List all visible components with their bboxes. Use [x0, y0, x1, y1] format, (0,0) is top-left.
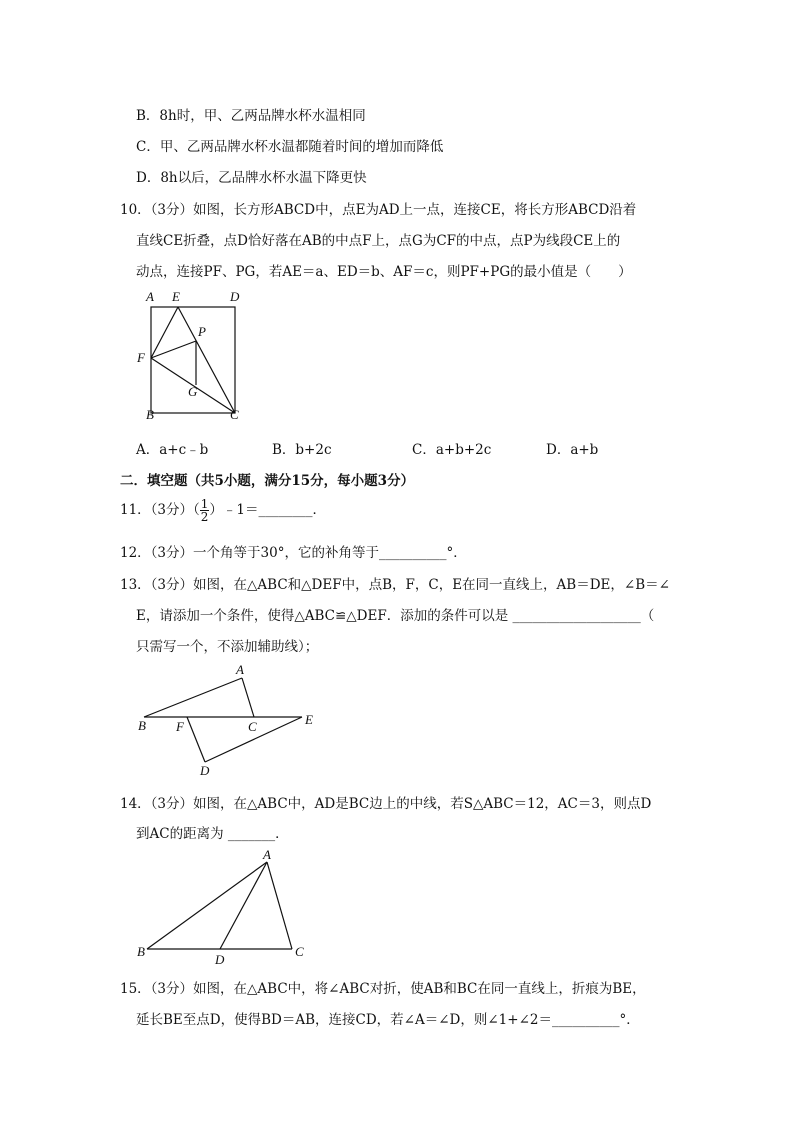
q13-line-3: 只需写一个，不添加辅助线）；	[136, 639, 319, 655]
label-b: B	[138, 718, 146, 733]
label-d: D	[230, 289, 240, 304]
q10-option-d: D．a+b	[546, 442, 599, 458]
segment-ac	[267, 862, 292, 949]
label-f: F	[137, 350, 145, 365]
q15-line-2: 延长BE至点D，使得BD＝AB，连接CD，若∠A＝∠D，则∠1+∠2＝__________°．	[136, 1012, 640, 1028]
label-c: C	[230, 407, 239, 422]
q10-option-a: A．a+c﹣b	[136, 442, 209, 458]
q11-prefix: 11．（3分）（	[120, 502, 200, 518]
label-c: C	[248, 719, 257, 734]
q15-line-1: 15．（3分）如图，在△ABC中，将∠ABC对折，使AB和BC在同一直线上，折痕为BE，	[120, 981, 646, 997]
q11-denominator: 2	[200, 510, 209, 524]
q10-option-c: C．a+b+2c	[412, 442, 492, 458]
q11-fraction	[200, 498, 210, 523]
q13-line-1: 13．（3分）如图，在△ABC和△DEF中，点B，F，C，E在同一直线上，AB＝DE，∠B＝∠	[120, 577, 670, 593]
segment-ba	[147, 862, 267, 949]
segment-fd	[187, 717, 205, 762]
segment-ad	[220, 862, 267, 949]
q13-line-2: E，请添加一个条件，使得△ABC≌△DEF．添加的条件可以是 ___________________（	[136, 608, 655, 624]
segment-ac	[242, 678, 254, 717]
label-a: A	[146, 289, 154, 304]
q11	[120, 496, 326, 524]
q9-option-d: D．8h以后，乙品牌水杯水温下降更快	[136, 170, 367, 186]
q14-line-1: 14．（3分）如图，在△ABC中，AD是BC边上的中线，若S△ABC＝12，AC＝3，则点D	[120, 796, 652, 812]
label-c: C	[295, 944, 304, 959]
label-b: B	[146, 407, 154, 422]
section-2-heading: 二．填空题（共5小题，满分15分，每小题3分）	[120, 473, 415, 489]
q11-suffix: ）﹣1＝________．	[209, 502, 327, 518]
q9-option-c: C．甲、乙两品牌水杯水温都随着时间的增加而降低	[136, 139, 444, 155]
q14-line-2: 到AC的距离为 _______．	[136, 826, 289, 842]
q14-figure	[132, 846, 312, 966]
label-d: D	[215, 952, 225, 967]
label-f: F	[176, 719, 184, 734]
q10-line-3: 动点，连接PF、PG，若AE＝a、ED＝b、AF＝c，则PF+PG的最小值是（ ）	[136, 264, 632, 280]
segment-fp	[151, 341, 196, 358]
label-g: G	[188, 384, 198, 399]
label-d: D	[200, 763, 210, 778]
q11-numerator: 1	[200, 497, 209, 511]
q10-line-1: 10．（3分）如图，长方形ABCD中，点E为AD上一点，连接CE，将长方形ABCD沿着	[120, 202, 637, 218]
q12: 12．（3分）一个角等于30°，它的补角等于__________°．	[120, 545, 467, 561]
q10-figure	[130, 285, 250, 425]
label-b: B	[137, 944, 145, 959]
label-a: A	[236, 662, 244, 677]
segment-ef	[151, 307, 178, 358]
label-p: P	[198, 324, 206, 339]
q13-figure	[132, 660, 332, 780]
segment-ec	[178, 307, 235, 413]
q10-line-2: 直线CE折叠，点D恰好落在AB的中点F上，点G为CF的中点，点P为线段CE上的	[136, 233, 621, 249]
segment-ba	[144, 678, 242, 717]
q9-option-b: B．8h时，甲、乙两品牌水杯水温相同	[136, 108, 366, 124]
label-e: E	[172, 289, 180, 304]
label-a: A	[263, 847, 271, 862]
label-e: E	[305, 712, 313, 727]
q10-option-b: B．b+2c	[272, 442, 332, 458]
